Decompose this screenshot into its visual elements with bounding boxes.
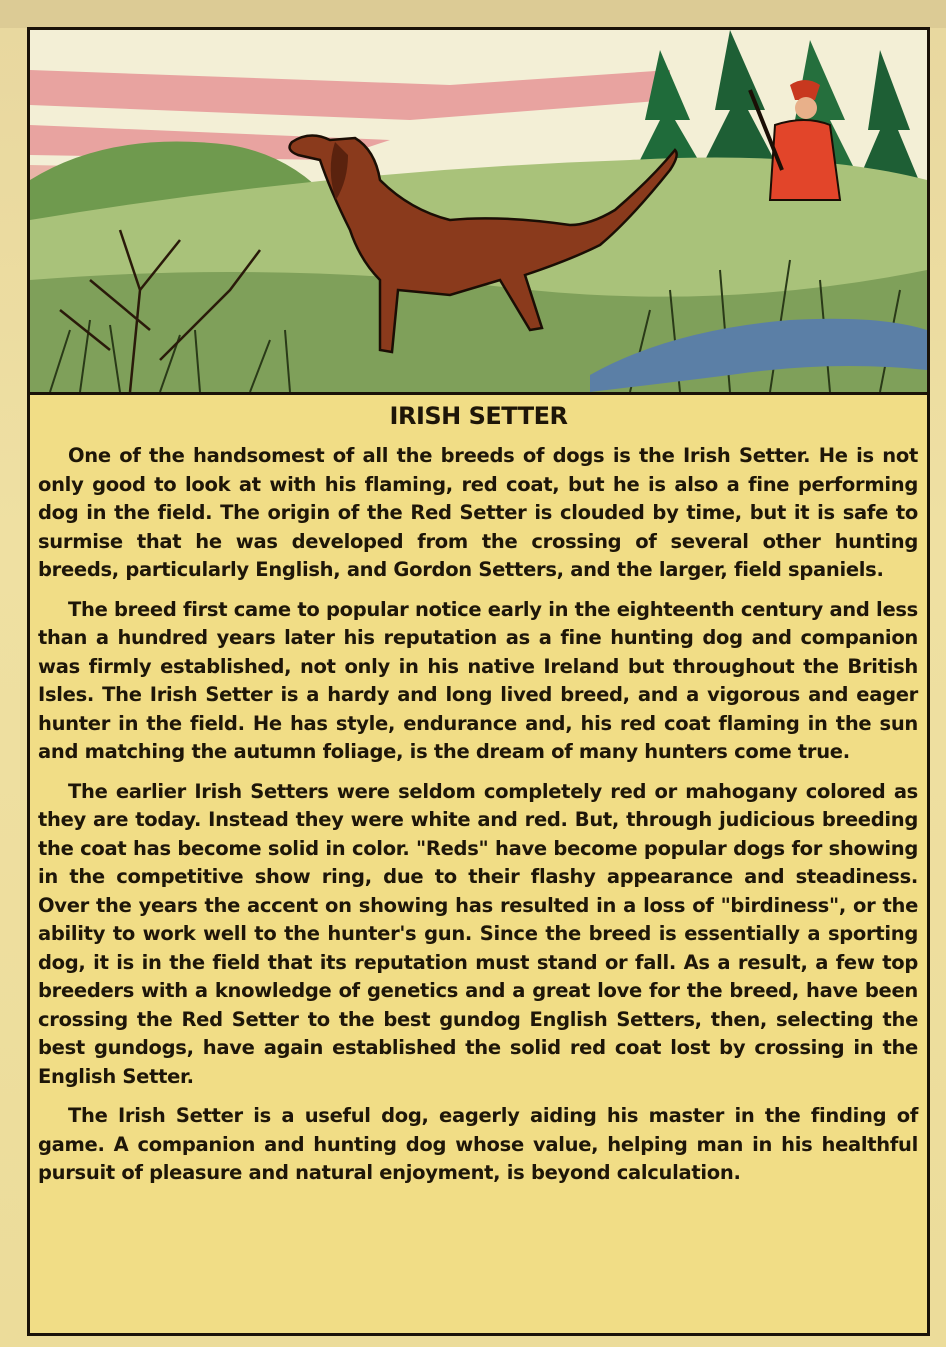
article-title: IRISH SETTER bbox=[389, 402, 568, 430]
hunting-scene-icon bbox=[30, 30, 927, 392]
article-body bbox=[38, 442, 918, 1199]
top-torn-strip bbox=[0, 0, 946, 28]
paragraph-3: The earlier Irish Setters were seldom completely red or mahogany colored as they are today. Instead they were white and red. But, through judicious breeding the coat has become solid in color. "Reds" have become popular dogs for showing in the competitive show ring, due to their flashy appearance and steadiness. Over the years the accent on showing has resulted in a loss of "birdiness", or the ability to work well to the hunter's gun. Since the breed is essentially a sporting dog, it is in the field that its reputation must stand or fall. As a result, a few top breeders with a knowledge of genetics and a great love for the breed, have been crossing the Red Setter to the best gundog English Setters, then, selecting the best gundogs, have again established the solid red coat lost by crossing in the English Setter. bbox=[38, 779, 918, 1088]
paragraph-4: The Irish Setter is a useful dog, eagerly aiding his master in the finding of game. A companion and hunting dog whose value, helping man in his healthful pursuit of pleasure and natural enjoyment, is beyond calculation. bbox=[38, 1104, 918, 1184]
article-panel bbox=[27, 27, 930, 1336]
irish-setter-illustration bbox=[30, 30, 927, 395]
paragraph-1: One of the handsomest of all the breeds of dogs is the Irish Setter. He is not only good to look at with his flaming, red coat, but he is also a fine performing dog in the field. The origin of the Red Setter is clouded by time, but it is safe to surmise that he was developed from the crossing of several other hunting breeds, particularly English, and Gordon Setters, and the larger, field spaniels. bbox=[38, 444, 918, 581]
paragraph-2: The breed first came to popular notice early in the eighteenth century and less than a hundred years later his reputation as a fine hunting dog and companion was firmly established, not only in his native Ireland but throughout the British Isles. The Irish Setter is a hardy and long lived breed, and a vigorous and eager hunter in the field. He has style, endurance and, his red coat flaming in the sun and matching the autumn foliage, is the dream of many hunters come true. bbox=[38, 597, 918, 763]
